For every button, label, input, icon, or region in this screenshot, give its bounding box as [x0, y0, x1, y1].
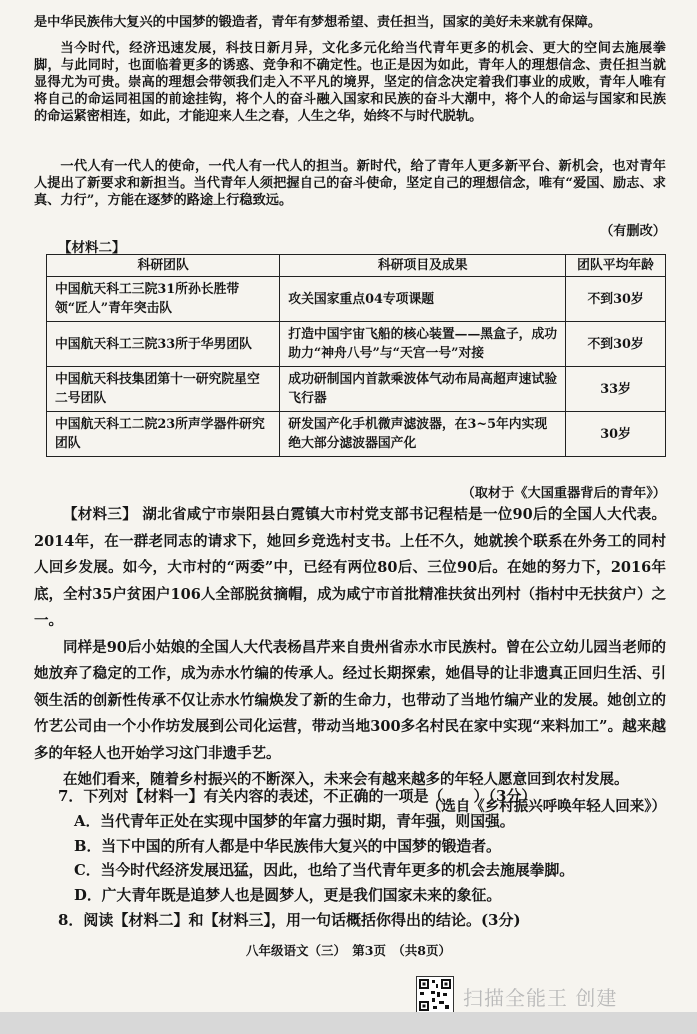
material1-body-2 [34, 158, 666, 209]
page-footer: 八年级语文（三） 第3页 （共8页） [246, 943, 451, 958]
material3-paragraph-2: 同样是90后小姑娘的全国人大代表杨昌芹来自贵州省赤水市民族村。曾在公立幼儿园当老师的她放弃了稳定的工作，成为赤水竹编的传承人。经过长期探索，她倡导的让非遗真正回归生活、引领生活的创新性传承不仅让赤水竹编焕发了新的生命力，也带动了当地竹编产业的发展。她创立的竹艺公司由一个小作坊发展到公司化运营，带动当地300多名村民在家中实现“来料加工”。越来越多的年轻人也开始学习这门非遗手艺。 [34, 638, 666, 762]
material1-paragraph-1: 当今时代，经济迅速发展，科技日新月异，文化多元化给当代青年更多的机会、更大的空间去施展拳脚，与此同时，也面临着更多的诱惑、竞争和不确定性。也正是因为如此，青年人的理想信念、责任担当就显得尤为可贵。崇高的理想会带领我们走入不平凡的境界，坚定的信念决定着我们事业的成败，青年人唯有将自己的命运同祖国的前途挂钩，将个人的奋斗融入国家和民族的奋斗大潮中，将个人的命运与国家和民族的命运紧密相连，如此，才能迎来人生之春，人生之华，始终不与时代脱轨。 [34, 41, 666, 124]
cell-age: 33岁 [566, 367, 666, 412]
cell-project: 研发国产化手机微声滤波器，在3~5年内实现绝大部分滤波器国产化 [280, 412, 566, 457]
cell-team: 中国航天科技集团第十一研究院星空二号团队 [47, 367, 280, 412]
material3-paragraph-1: 【材料三】 湖北省咸宁市崇阳县白霓镇大市村党支部书记程桔是一位90后的全国人大代表。2014年，在一群老同志的请求下，她回乡竞选村支书。上任不久，她就挨个联系在外务工的同村人回乡发展。如今，大市村的“两委”中，已经有两位80后、三位90后。在她的努力下，2016年底，全村35户贫困户106人全部脱贫摘帽，成为咸宁市首批精准扶贫出列村（指村中无扶贫户）之一。 [34, 506, 666, 629]
option-c: C．当今时代经济发展迅猛，因此，也给了当代青年更多的机会去施展拳脚。 [74, 862, 575, 880]
material2-table [46, 254, 666, 457]
cell-age: 30岁 [566, 412, 666, 457]
table-row [47, 322, 666, 367]
header-age: 团队平均年龄 [566, 255, 666, 277]
material3-source: （选自《乡村振兴呼唤年轻人回来》） [426, 797, 666, 815]
material1-paragraph-0: 是中华民族伟大复兴的中国梦的锻造者，青年有梦想希望、责任担当，国家的美好未来就有保障。 [34, 15, 602, 30]
scanner-watermark: 扫描全能王 创建 [463, 986, 618, 1010]
material3-paragraph-3: 在她们看来，随着乡村振兴的不断深入，未来会有越来越多的年轻人愿意回到农村发展。 [63, 771, 629, 788]
table-row [47, 412, 666, 457]
cell-age: 不到30岁 [566, 322, 666, 367]
material1-paragraph-2: 一代人有一代人的使命，一代人有一代人的担当。新时代，给了青年人更多新平台、新机会，也对青年人提出了新要求和新担当。当代青年人须把握自己的奋斗使命，坚定自己的理想信念，唯有“爱国、励志、求真、力行”，方能在逐梦的路途上行稳致远。 [34, 159, 666, 208]
option-a: A．当代青年正处在实现中国梦的年富力强时期，青年强，则国强。 [74, 813, 515, 830]
material1-tail [34, 14, 666, 31]
material1-body [34, 40, 666, 125]
cell-team: 中国航天科工三院33所于华男团队 [47, 322, 280, 367]
table-row [47, 367, 666, 412]
question-7-options [74, 810, 666, 908]
material2-label: 【材料二】 [58, 240, 126, 256]
table-row [47, 277, 666, 322]
option-d: D．广大青年既是追梦人也是圆梦人，更是我们国家未来的象征。 [74, 886, 502, 904]
cell-team: 中国航天科工二院23所声学器件研究团队 [47, 412, 280, 457]
cell-team: 中国航天科工三院31所孙长胜带领“匠人”青年突击队 [47, 277, 280, 322]
material1-source: （有删改） [600, 224, 666, 239]
question-7: 7．下列对【材料一】有关内容的表述，不正确的一项是（ ）（3分） [58, 787, 537, 805]
material2-source: （取材于《大国重器背后的青年》） [461, 486, 666, 501]
bottom-bar [0, 1012, 697, 1034]
question-8: 8．阅读【材料二】和【材料三】，用一句话概括你得出的结论。(3分) [58, 911, 521, 929]
cell-age: 不到30岁 [566, 277, 666, 322]
option-b: B．当下中国的所有人都是中华民族伟大复兴的中国梦的锻造者。 [74, 837, 501, 855]
header-team: 科研团队 [47, 255, 280, 277]
cell-project: 攻关国家重点04专项课题 [280, 277, 566, 322]
qr-code-icon [416, 976, 454, 1014]
header-project: 科研项目及成果 [280, 255, 566, 277]
cell-project: 成功研制国内首款乘波体气动布局高超声速试验飞行器 [280, 367, 566, 412]
cell-project: 打造中国宇宙飞船的核心装置——黑盒子，成功助力“神舟八号”与“天宫一号”对接 [280, 322, 566, 367]
table-header-row [47, 255, 666, 277]
material3 [34, 502, 666, 820]
